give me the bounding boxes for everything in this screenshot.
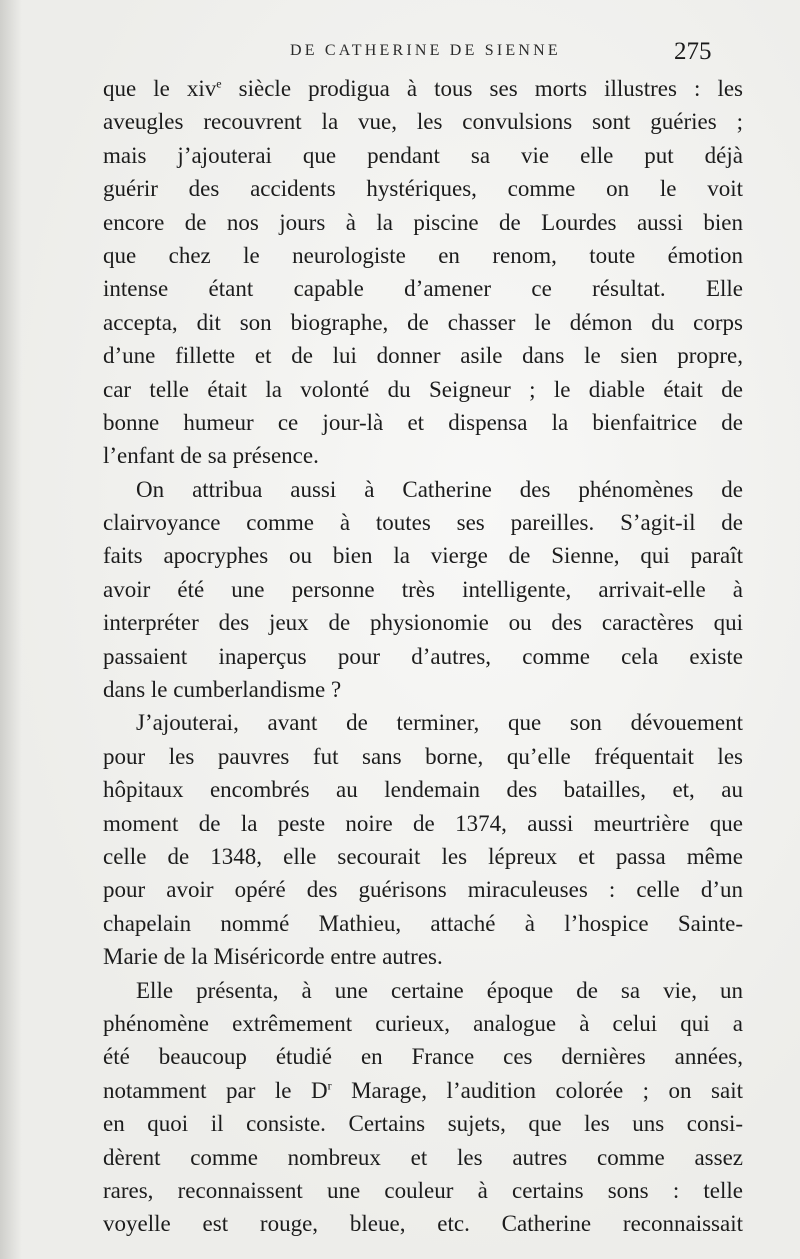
text-line: pour les pauvres fut sans borne, qu’elle fréquentait les	[103, 743, 743, 769]
text-line: dèrent comme nombreux et les autres comme assez	[103, 1144, 743, 1170]
text-line: car telle était la volonté du Seigneur ; le diable était de	[103, 376, 743, 402]
page-number: 275	[674, 38, 712, 65]
text-line: interpréter des jeux de physionomie ou des caractères qui	[103, 610, 743, 636]
running-title: DE CATHERINE DE SIENNE	[290, 42, 561, 59]
text-line: été beaucoup étudié en France ces dernières années,	[103, 1044, 743, 1070]
text-line: passaient inaperçus pour d’autres, comme cela existe	[103, 643, 743, 669]
text-line: pour avoir opéré des guérisons miraculeuses : celle d’un	[103, 877, 743, 903]
page-header	[0, 36, 800, 76]
text-line: intense étant capable d’amener ce résultat. Elle	[103, 276, 743, 302]
text-line: faits apocryphes ou bien la vierge de Sienne, qui paraît	[103, 543, 743, 569]
text-line: chapelain nommé Mathieu, attaché à l’hospice Sainte-	[103, 910, 743, 936]
text-line: guérir des accidents hystériques, comme on le voit	[103, 176, 743, 202]
text-line: notamment par le $D^r$ Marage, l’audition colorée ; on sait	[103, 1077, 743, 1103]
paragraph-end-line: dans le cumberlandisme ?	[103, 677, 342, 703]
text-line: d’une fillette et de lui donner asile dans le sien propre,	[103, 343, 743, 369]
paragraph-start-line: On attribua aussi à Catherine des phénomènes de	[136, 476, 743, 502]
text-line: mais j’ajouterai que pendant sa vie elle put déjà	[103, 142, 743, 168]
text-line: phénomène extrêmement curieux, analogue à celui qui a	[103, 1010, 743, 1036]
text-line: voyelle est rouge, bleue, etc. Catherine reconnaissait	[103, 1211, 743, 1237]
text-line: clairvoyance comme à toutes ses pareilles. S’agit-il de	[103, 510, 743, 536]
text-line: aveugles recouvrent la vue, les convulsions sont guéries ;	[103, 109, 743, 135]
text-line: celle de 1348, elle secourait les lépreux et passa même	[103, 843, 743, 869]
text-line: rares, reconnaissent une couleur à certains sons : telle	[103, 1177, 743, 1203]
text-line: bonne humeur ce jour-là et dispensa la bienfaitrice de	[103, 409, 743, 435]
body-text	[103, 72, 743, 1241]
text-line: accepta, dit son biographe, de chasser le démon du corps	[103, 309, 743, 335]
text-line: avoir été une personne très intelligente, arrivait-elle à	[103, 576, 743, 602]
text-line: hôpitaux encombrés au lendemain des batailles, et, au	[103, 777, 743, 803]
text-line: en quoi il consiste. Certains sujets, que les uns consi-	[103, 1111, 743, 1137]
paragraph-end-line: Marie de la Miséricorde entre autres.	[103, 944, 443, 970]
paragraph-end-line: l’enfant de sa présence.	[103, 443, 319, 469]
paragraph-start-line: Elle présenta, à une certaine époque de sa vie, un	[136, 977, 743, 1003]
paragraph-start-line: J’ajouterai, avant de terminer, que son dévouement	[136, 710, 743, 736]
text-line: que chez le neurologiste en renom, toute émotion	[103, 242, 743, 268]
text-line: encore de nos jours à la piscine de Lourdes aussi bien	[103, 209, 743, 235]
page-gutter-shadow	[0, 0, 22, 1259]
text-line: que le xiv$^e$ siècle prodigua à tous ses morts illustres : les	[103, 76, 743, 101]
text-line: moment de la peste noire de 1374, aussi meurtrière que	[103, 810, 743, 836]
